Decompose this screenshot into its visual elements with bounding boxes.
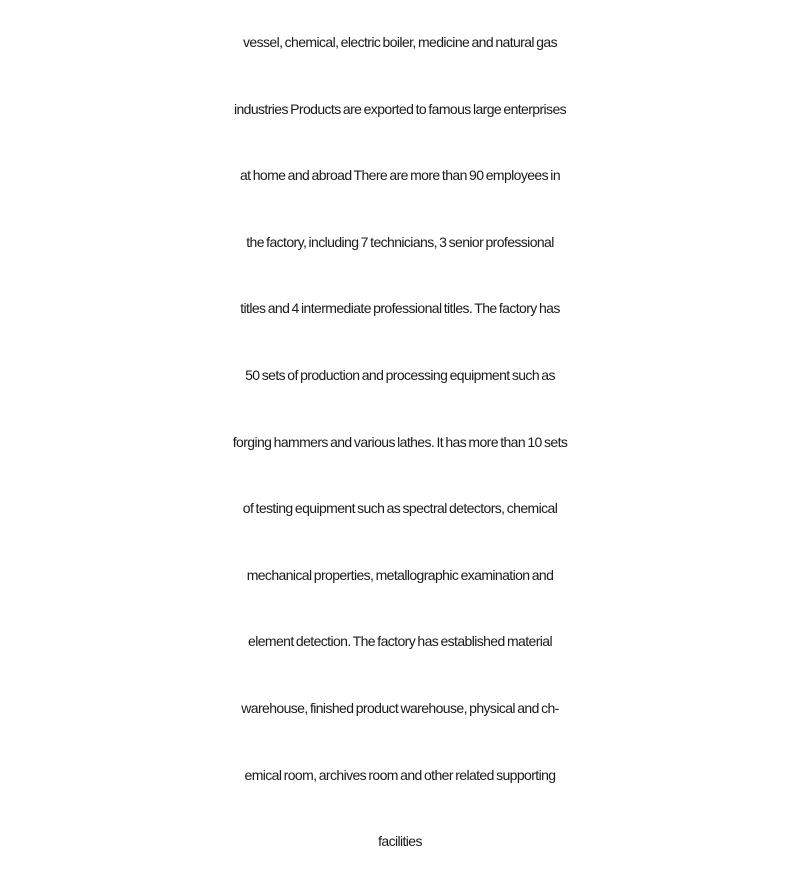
paragraph-line: vessel, chemical, electric boiler, medicine and natural gas [243,34,557,50]
paragraph-line: at home and abroad There are more than 90 employees in [239,167,560,184]
paragraph-line: warehouse, finished product warehouse, physical and ch- [241,699,559,716]
paragraph-line: element detection. The factory has established material [248,633,552,650]
paragraph-line: the factory, including 7 technicians, 3 senior professional [246,233,554,250]
paragraph-line: forging hammers and various lathes. It has more than 10 sets [232,433,568,450]
paragraph-line: mechanical properties, metallographic examination and [246,566,554,583]
paragraph-line: of testing equipment such as spectral detectors, chemical [242,500,558,517]
company-description-paragraph [0,9,800,875]
paragraph-line: 50 sets of production and processing equipment such as [245,366,555,383]
paragraph-line: emical room, archives room and other related supporting [244,766,556,783]
paragraph-line: facilities [378,833,422,850]
paragraph-line: industries Products are exported to famous large enterprises [233,100,567,117]
paragraph-line: titles and 4 intermediate professional titles. The factory has [240,300,560,317]
